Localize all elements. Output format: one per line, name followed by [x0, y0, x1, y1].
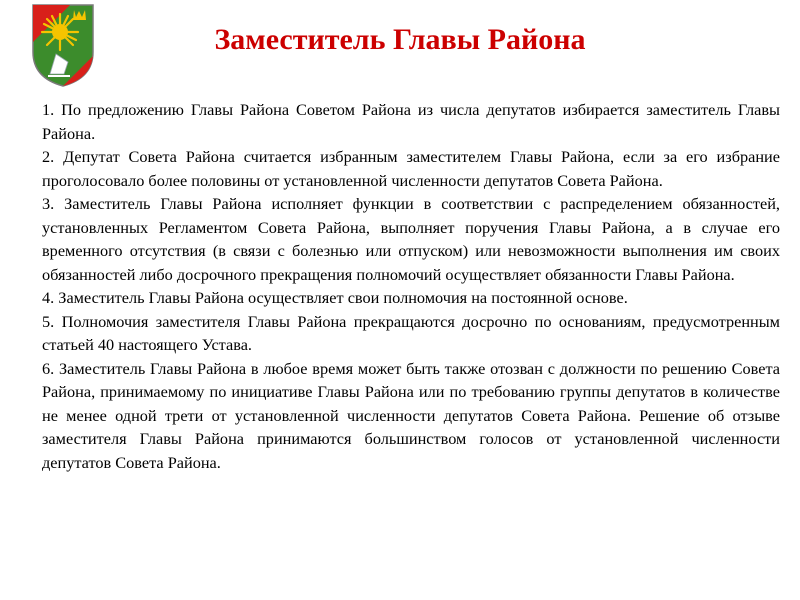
paragraph-3: 3. Заместитель Главы Района исполняет функции в соответствии с распределением обязанностей, установленных Регламентом Совета Района, выполняет поручения Главы Района, а в случае его временного отсутствия (в связи с болезнью или отпуском) или невозможности выполнения им своих обязанностей либо досрочного прекращения полномочий осуществляет обязанности Главы Района. [42, 194, 780, 284]
document-body [42, 98, 780, 474]
paragraph-1: 1. По предложению Главы Района Советом Района из числа депутатов избирается заместитель Главы Района. [42, 100, 780, 143]
paragraph-2: 2. Депутат Совета Района считается избранным заместителем Главы Района, если за его избрание проголосовало более половины от установленной численности депутатов Совета Района. [42, 147, 780, 190]
paragraph-6: 6. Заместитель Главы Района в любое время может быть также отозван с должности по решению Совета Района, принимаемому по инициативе Главы Района или по требованию группы депутатов в количестве не менее одной трети от установленной численности депутатов Совета Района. Решение об отзыве заместителя Главы Района принимаются большинством голосов от установленной численности депутатов Совета Района. [42, 358, 780, 472]
page-title: Заместитель Главы Района [214, 23, 586, 56]
district-coat-of-arms-icon [30, 2, 96, 88]
paragraph-5: 5. Полномочия заместителя Главы Района прекращаются досрочно по основаниям, предусмотренным статьей 40 настоящего Устава. [42, 311, 780, 354]
paragraph-4: 4. Заместитель Главы Района осуществляет свои полномочия на постоянной основе. [42, 288, 628, 307]
